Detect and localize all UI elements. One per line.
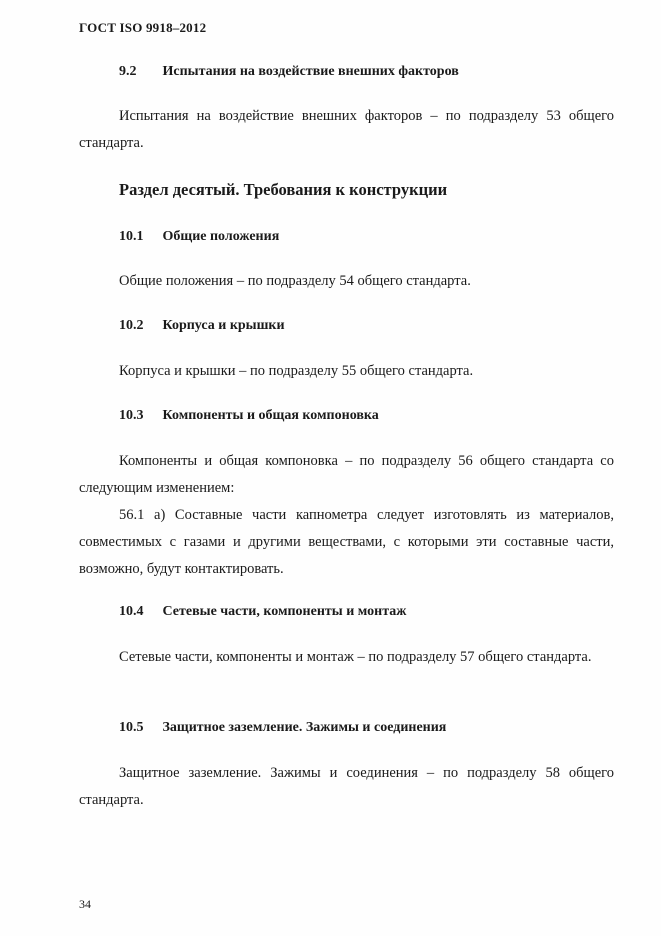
heading-number: 10.5 (119, 720, 144, 735)
heading-10-5 (119, 720, 446, 736)
paragraph-10-3: Компоненты и общая компоновка – по подразделу 56 общего стандарта со следующим изменением: (79, 453, 614, 496)
heading-10-4 (119, 604, 406, 620)
page-number: 34 (79, 897, 91, 911)
heading-title: Защитное заземление. Зажимы и соединения (162, 720, 447, 735)
heading-10-2 (119, 318, 285, 334)
heading-9-2 (119, 64, 459, 80)
heading-number: 10.2 (119, 318, 144, 333)
heading-10-1 (119, 229, 279, 245)
heading-number: 10.1 (119, 229, 144, 244)
paragraph-9-2: Испытания на воздействие внешних факторов – по подразделу 53 общего стандарта. (79, 108, 614, 151)
heading-10-3 (119, 408, 379, 424)
heading-title: Компоненты и общая компоновка (162, 408, 379, 423)
heading-title: Испытания на воздействие внешних факторов (162, 64, 459, 79)
paragraph-56-1: 56.1 а) Составные части капнометра следует изготовлять из материалов, совместимых с газами и другими веществами, с которыми эти составные части, возможно, будут контактировать. (79, 507, 614, 577)
paragraph-10-4: Сетевые части, компоненты и монтаж – по подразделу 57 общего стандарта. (119, 649, 592, 665)
paragraph-10-1: Общие положения – по подразделу 54 общего стандарта. (119, 273, 471, 289)
paragraph-10-5: Защитное заземление. Зажимы и соединения – по подразделу 58 общего стандарта. (79, 765, 614, 808)
heading-title: Корпуса и крышки (162, 318, 285, 333)
section-title: Раздел десятый. Требования к конструкции (119, 180, 448, 199)
heading-number: 10.4 (119, 604, 144, 619)
paragraph-10-2: Корпуса и крышки – по подразделу 55 общего стандарта. (119, 363, 474, 379)
heading-number: 10.3 (119, 408, 144, 423)
heading-number: 9.2 (119, 64, 137, 79)
heading-title: Сетевые части, компоненты и монтаж (162, 604, 407, 619)
document-header: ГОСТ ISO 9918–2012 (79, 20, 207, 35)
heading-title: Общие положения (162, 229, 280, 244)
